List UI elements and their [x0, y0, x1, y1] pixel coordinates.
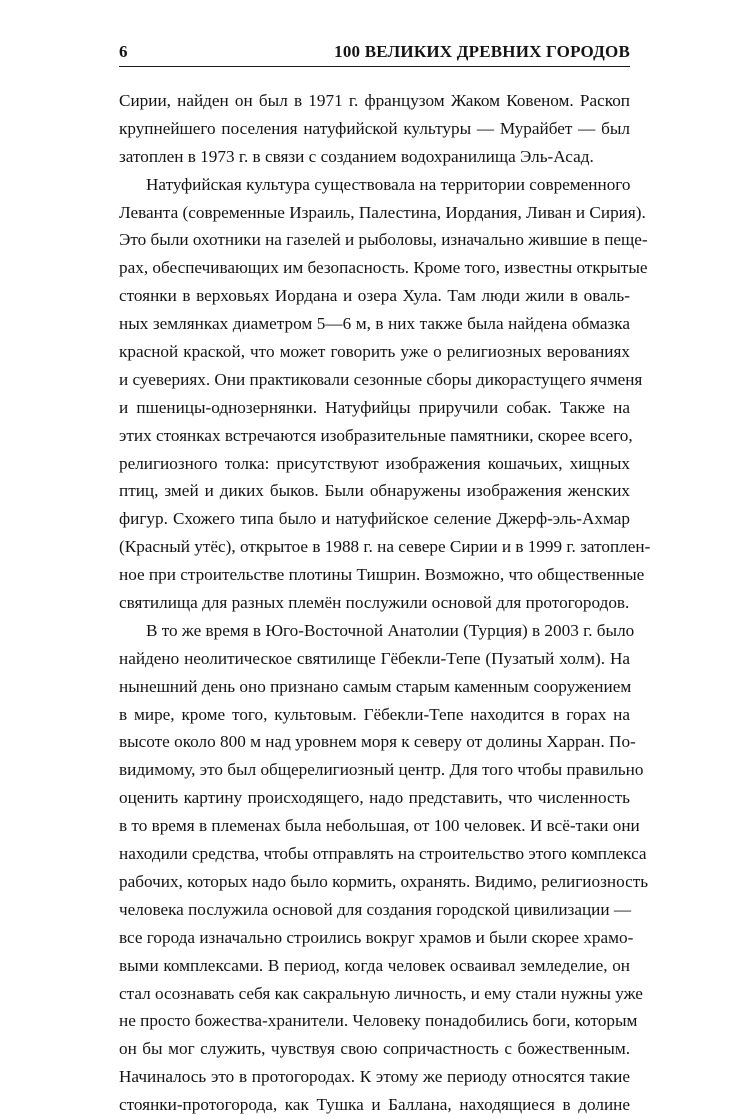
text-line: рах, обеспечивающих им безопасность. Кроме того, известны открытые — [119, 258, 648, 278]
text-line: все города изначально строились вокруг храмов и были скорее храмо- — [119, 927, 634, 947]
paragraph — [119, 87, 630, 171]
text-line: В то же время в Юго-Восточной Анатолии (Турция) в 2003 г. было — [146, 620, 635, 640]
running-header — [119, 40, 630, 67]
text-line: видимому, это был общерелигиозный центр. Для того чтобы правильно — [119, 760, 644, 780]
text-line: красной краской, что может говорить уже о религиозных верованиях — [119, 342, 630, 362]
text-line: человека послужила основой для создания городской цивилизации — — [119, 899, 632, 919]
text-line: в мире, кроме того, культовым. Гёбекли-Тепе находится в горах на — [119, 704, 630, 724]
text-line: высоте около 800 м над уровнем моря к северу от долины Харран. По- — [119, 732, 636, 752]
book-page — [119, 40, 651, 1119]
text-line: найдено неолитическое святилище Гёбекли-Тепе (Пузатый холм). На — [119, 648, 630, 668]
text-line: религиозного толка: присутствуют изображения кошачьих, хищных — [119, 453, 630, 473]
text-line: Начиналось это в протогородах. К этому же периоду относятся такие — [119, 1067, 630, 1087]
text-line: и пшеницы-однозернянки. Натуфийцы приручили собак. Также на — [119, 397, 630, 417]
text-line: Сирии, найден он был в 1971 г. французом Жаком Ковеном. Раскоп — [119, 91, 630, 110]
text-line: нынешний день оно признано самым старым каменным сооружением — [119, 676, 632, 696]
text-line: затоплен в 1973 г. в связи с созданием водохранилища Эль-Асад. — [119, 146, 594, 166]
text-line: птиц, змей и диких быков. Были обнаружены изображения женских — [119, 481, 630, 501]
text-line: не просто божества-хранители. Человеку понадобились боги, которым — [119, 1011, 638, 1031]
book-title: 100 ВЕЛИКИХ ДРЕВНИХ ГОРОДОВ — [334, 42, 630, 61]
text-line: и суевериях. Они практиковали сезонные сборы дикорастущего ячменя — [119, 369, 643, 389]
text-line: этих стоянках встречаются изобразительные памятники, скорее всего, — [119, 425, 633, 445]
text-line: находили средства, чтобы отправлять на строительство этого комплекса — [119, 844, 647, 864]
text-line: святилища для разных племён послужили основой для протогородов. — [119, 593, 630, 613]
paragraph — [119, 171, 651, 617]
text-line: он бы мог служить, чувствуя свою сопричастность с божественным. — [119, 1039, 630, 1059]
page-number: 6 — [119, 42, 128, 61]
text-line: (Красный утёс), открытое в 1988 г. на севере Сирии и в 1999 г. затоплен- — [119, 537, 651, 557]
text-line: крупнейшего поселения натуфийской культуры — Мурайбет — был — [119, 118, 630, 138]
text-line: Натуфийская культура существовала на территории современного — [146, 174, 631, 194]
text-line: выми комплексами. В период, когда человек осваивал земледелие, он — [119, 955, 630, 975]
text-line: стоянки-протогорода, как Тушка и Баллана, находящиеся в долине — [119, 1095, 630, 1115]
text-line: ное при строительстве плотины Тишрин. Возможно, что общественные — [119, 565, 645, 585]
text-line: ных землянках диаметром 5—6 м, в них также была найдена обмазка — [119, 314, 630, 334]
text-line: стал осознавать себя как сакральную личность, и ему стали нужны уже — [119, 983, 643, 1003]
text-line: Леванта (современные Израиль, Палестина, Иордания, Ливан и Сирия). — [119, 202, 646, 222]
paragraph — [119, 617, 649, 1119]
text-line: оценить картину происходящего, надо представить, что численность — [119, 788, 630, 808]
text-line: стоянки в верховьях Иордана и озера Хула. Там люди жили в оваль- — [119, 286, 630, 306]
body-text — [119, 87, 651, 1119]
text-line: фигур. Схожего типа было и натуфийское селение Джерф-эль-Ахмар — [119, 509, 630, 529]
text-line: в то время в племенах была небольшая, от 100 человек. И всё-таки они — [119, 816, 640, 836]
text-line: рабочих, которых надо было кормить, охранять. Видимо, религиозность — [119, 871, 649, 891]
text-line: Это были охотники на газелей и рыболовы, изначально жившие в пеще- — [119, 230, 648, 250]
